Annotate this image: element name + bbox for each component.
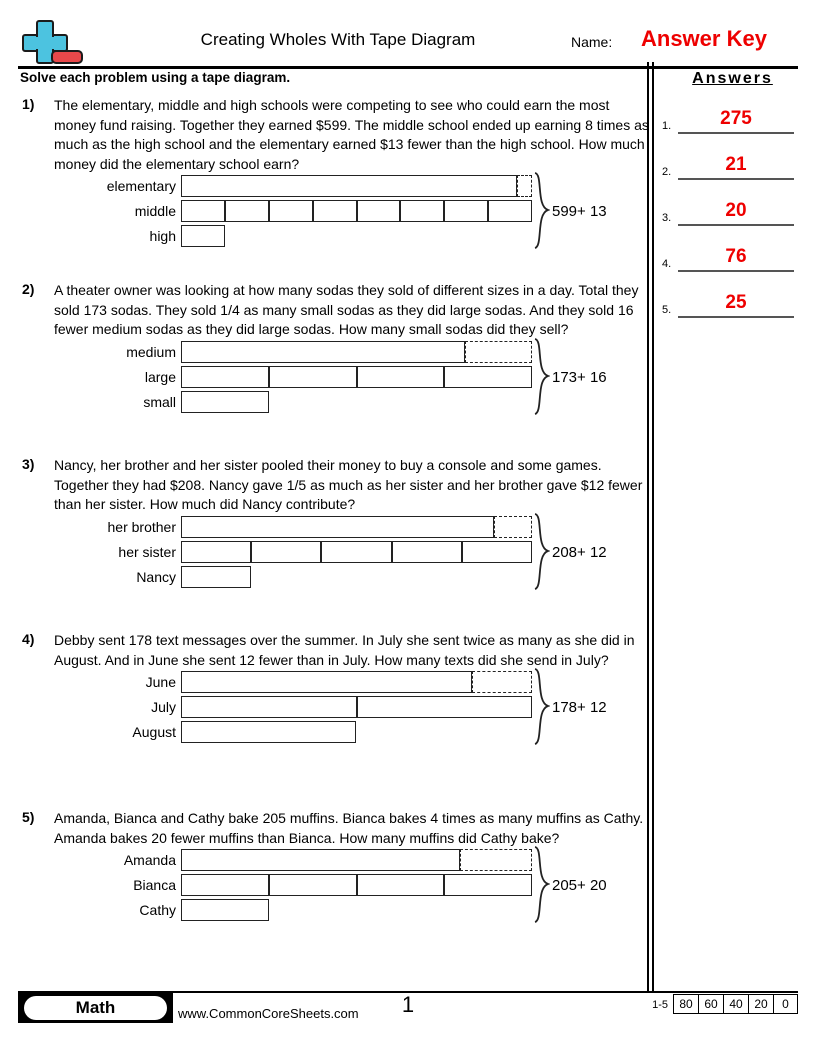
tape-bar-dashed (494, 516, 532, 538)
tape-brace-icon (534, 846, 550, 924)
problem-number: 2) (22, 281, 35, 297)
problem-text: Debby sent 178 text messages over the summer. In July she sent twice as many as she did in August. And in June she sent 12 fewer than in July. How many texts did she send in July? (54, 632, 635, 668)
tape-bar-segment (181, 696, 357, 718)
tape-row-label: Nancy (136, 568, 176, 585)
tape-brace-icon (534, 668, 550, 746)
answer-blank-line[interactable] (678, 132, 794, 134)
tape-row-label: July (151, 699, 176, 715)
tape-bar-dashed (465, 341, 532, 363)
answers-title: Answers (692, 70, 773, 87)
tape-bar-solid (181, 341, 465, 363)
tape-bar-segment (444, 200, 488, 222)
tape-brace-label: 205+ 20 (552, 877, 607, 894)
tape-bar-segment (181, 366, 269, 388)
tape-brace-label: 208+ 12 (552, 543, 607, 561)
tape-bar-solid (181, 671, 472, 693)
tape-row-label: large (144, 368, 176, 385)
answer-row (660, 277, 805, 318)
tape-row-label: June (145, 674, 176, 690)
tape-row-label: middle (134, 203, 176, 219)
tape-brace-icon (534, 338, 550, 416)
column-divider-line-2 (652, 62, 654, 992)
tape-bar-single (181, 391, 269, 413)
problem-3 (18, 456, 648, 594)
tape-bar-segment (444, 366, 532, 388)
tape-row-label: her brother (107, 518, 176, 535)
tape-bar-segment (357, 874, 445, 896)
answer-blank-line[interactable] (678, 178, 794, 180)
answer-number: 5. (662, 304, 672, 316)
site-url: www.CommonCoreSheets.com (178, 1006, 359, 1021)
tape-bar-single (181, 225, 225, 247)
tape-bar-segment (321, 541, 391, 563)
answer-blank-line[interactable] (678, 224, 794, 226)
tape-diagram (18, 849, 648, 927)
answer-row (660, 93, 805, 134)
tape-brace-icon (534, 513, 550, 591)
answer-value: 76 (725, 246, 747, 267)
answer-value: 275 (720, 108, 752, 129)
answer-value: 25 (725, 292, 747, 313)
tape-bar-segment (269, 366, 357, 388)
score-range-label: 1-5 (652, 999, 668, 1011)
tape-brace-icon (534, 172, 550, 250)
tape-row-label: elementary (106, 178, 176, 194)
score-box[interactable]: 60 (698, 994, 723, 1014)
problem-1 (18, 96, 648, 253)
tape-row-label: her sister (118, 543, 176, 560)
score-box[interactable]: 0 (773, 994, 798, 1014)
answer-number: 2. (662, 166, 672, 178)
answer-row (660, 139, 805, 180)
tape-bar-segment (181, 200, 225, 222)
answer-number: 4. (662, 258, 672, 270)
problem-text: Amanda, Bianca and Cathy bake 205 muffins. Bianca bakes 4 times as many muffins as Cathy. Amanda bakes 20 fewer muffins than Bianca. How many muffins did Cathy bake? (54, 810, 644, 846)
problem-text: The elementary, middle and high schools were competing to see who could earn the most money fund raising. Together they earned $599. The middle school ended up earning 8 times as much as the high school and the elementary earned $13 fewer than the high school. How much money did the elementary school earn? (54, 97, 649, 172)
tape-bar-segment (269, 874, 357, 896)
tape-bar-segment (400, 200, 444, 222)
tape-row-label: Bianca (133, 877, 176, 893)
page-number: 1 (401, 992, 415, 1017)
tape-bar-segment (269, 200, 313, 222)
score-box[interactable]: 80 (673, 994, 698, 1014)
tape-brace-label: 178+ 12 (552, 699, 607, 716)
problem-number: 4) (22, 631, 35, 647)
problem-text: Nancy, her brother and her sister pooled their money to buy a console and some games. Together they had $208. Nancy gave 1/5 as much as her sister and her brother gave $12 fewer than her sister. How much did Nancy contribute? (54, 457, 643, 512)
instructions-text: Solve each problem using a tape diagram. (20, 70, 291, 85)
tape-diagram (18, 175, 648, 253)
tape-bar-dashed (517, 175, 532, 197)
tape-bar-solid (181, 175, 517, 197)
problem-4 (18, 631, 648, 749)
tape-row-label: Cathy (139, 902, 176, 918)
answer-row (660, 185, 805, 226)
tape-bar-dashed (460, 849, 532, 871)
problem-number: 1) (22, 96, 35, 112)
tape-row-label: small (143, 393, 176, 410)
tape-diagram (18, 516, 648, 594)
page-header (18, 18, 798, 66)
subject-badge-label: Math (75, 998, 116, 1017)
commoncoresheets-logo-icon (18, 20, 80, 66)
tape-bar-segment (357, 200, 401, 222)
answer-number: 3. (662, 212, 672, 224)
tape-row-label: high (149, 228, 176, 244)
tape-bar-segment (225, 200, 269, 222)
answer-value: 20 (725, 200, 747, 221)
score-box[interactable]: 20 (748, 994, 773, 1014)
tape-brace-label: 173+ 16 (552, 368, 607, 386)
problem-number: 3) (22, 456, 35, 472)
tape-diagram (18, 671, 648, 749)
score-box[interactable]: 40 (723, 994, 748, 1014)
page-title: Creating Wholes With Tape Diagram (200, 30, 476, 49)
tape-bar-solid (181, 516, 494, 538)
name-label: Name: (571, 34, 613, 50)
tape-bar-segment (357, 366, 445, 388)
tape-row-label: Amanda (123, 852, 176, 868)
tape-row-label: medium (126, 343, 176, 360)
answer-value: 21 (725, 154, 747, 175)
subject-badge (18, 993, 173, 1023)
problem-text: A theater owner was looking at how many sodas they sold of different sizes in a day. Total they sold 173 sodas. They sold 1/4 as many small sodas as they did large sodas. And they sold 16 fewer medium sodas as they did large sodas. How many small sodas did they sell? (54, 282, 639, 337)
tape-bar-segment (313, 200, 357, 222)
score-table (652, 994, 798, 1014)
answer-blank-line[interactable] (678, 316, 794, 318)
tape-bar-single (181, 721, 356, 743)
tape-brace-label: 599+ 13 (552, 203, 607, 220)
answer-key-stamp: Answer Key (641, 26, 767, 51)
tape-bar-segment (181, 541, 251, 563)
tape-bar-segment (251, 541, 321, 563)
tape-bar-single (181, 899, 269, 921)
answer-row (660, 231, 805, 272)
tape-bar-solid (181, 849, 460, 871)
problem-number: 5) (22, 809, 35, 825)
tape-bar-single (181, 566, 251, 588)
tape-bar-segment (488, 200, 532, 222)
problem-2 (18, 281, 648, 419)
answer-blank-line[interactable] (678, 270, 794, 272)
tape-bar-segment (462, 541, 532, 563)
answers-panel (660, 66, 805, 318)
answer-number: 1. (662, 120, 672, 132)
tape-diagram (18, 341, 648, 419)
page-footer (0, 988, 816, 1048)
tape-bar-segment (392, 541, 462, 563)
tape-bar-segment (357, 696, 533, 718)
tape-row-label: August (132, 724, 176, 740)
tape-bar-segment (181, 874, 269, 896)
tape-bar-segment (444, 874, 532, 896)
problem-5 (18, 809, 648, 927)
tape-bar-dashed (472, 671, 532, 693)
